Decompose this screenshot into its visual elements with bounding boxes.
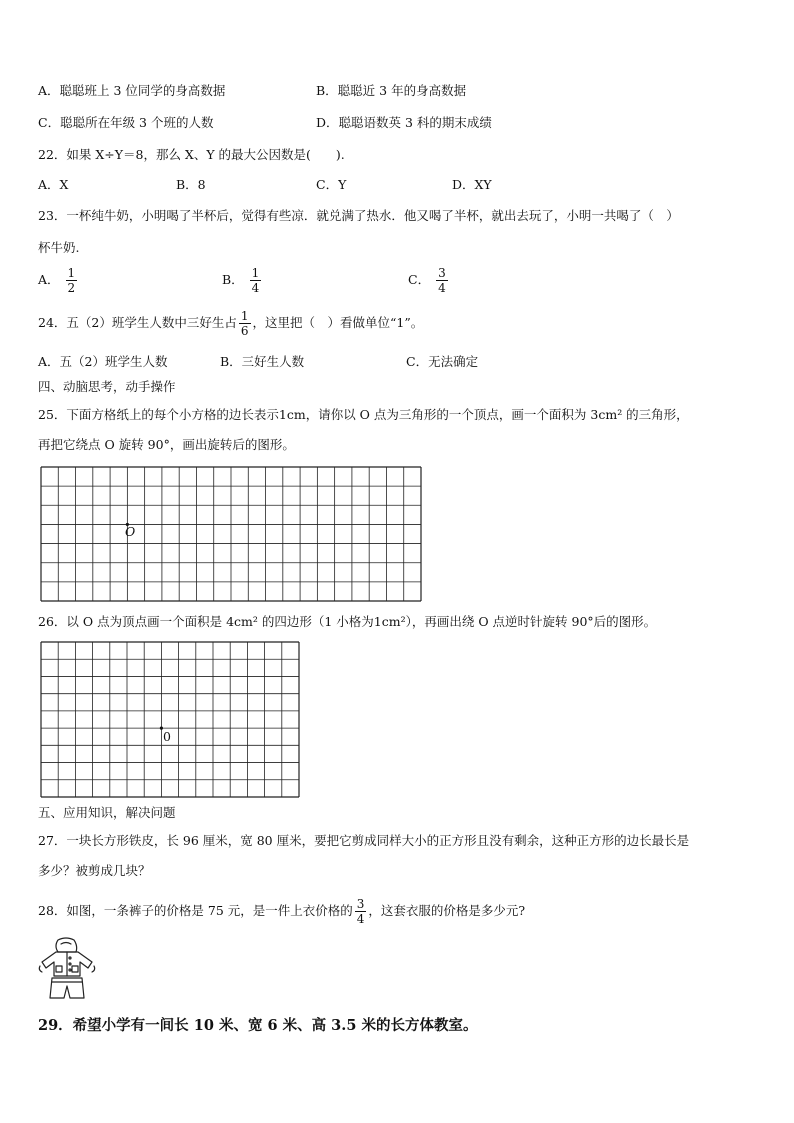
q21-option-b: B．聪聪近 3 年的身高数据 <box>316 83 467 98</box>
q21-option-d: D．聪聪语数英 3 科的期末成绩 <box>316 115 492 130</box>
q24-text-pre: 24．五（2）班学生人数中三好生占 <box>38 315 237 330</box>
q28-text-pre: 28．如图，一条裤子的价格是 75 元，是一件上衣价格的 <box>38 903 353 918</box>
q24-option-c: C．无法确定 <box>406 354 479 369</box>
q25-question: 25．下面方格纸上的每个小方格的边长表示1cm，请你以 O 点为三角形的一个顶点，画一个面积为 3cm² 的三角形， <box>38 407 689 422</box>
q26-grid-paper[interactable] <box>40 641 300 798</box>
q27-question-cont: 多少？被剪成几块？ <box>38 863 151 878</box>
q23-option-b <box>222 266 263 295</box>
fraction-denominator: 4 <box>251 281 260 295</box>
q23-question-cont: 杯牛奶. <box>38 240 80 255</box>
section-4-title: 四、动脑思考，动手操作 <box>38 379 176 394</box>
q28-fraction <box>355 897 367 926</box>
q24-text-post: ，这里把（ ）看做单位“1”。 <box>252 315 424 330</box>
fraction-numerator: 1 <box>240 309 249 323</box>
q25-grid-paper[interactable] <box>40 466 422 602</box>
fraction-numerator: 3 <box>356 897 365 911</box>
q22-question: 22．如果 X÷Y＝8，那么 X、Y 的最大公因数是( ). <box>38 147 345 162</box>
q22-option-c: C．Y <box>316 177 347 192</box>
q27-question: 27．一块长方形铁皮，长 96 厘米，宽 80 厘米，要把它剪成同样大小的正方形且没有剩余，这种正方形的边长最长是 <box>38 833 690 848</box>
fraction-numerator: 1 <box>251 266 260 280</box>
q24-fraction <box>239 309 251 338</box>
q24-option-a: A．五（2）班学生人数 <box>38 354 168 369</box>
q22-option-d: D．XY <box>452 177 492 192</box>
q23-option-a-prefix: A． <box>38 272 60 287</box>
q25-point-o-label: O <box>125 524 136 539</box>
fraction-denominator: 4 <box>438 281 446 295</box>
q22-option-b: B．8 <box>176 177 206 192</box>
q26-point-o-label: 0 <box>163 729 171 744</box>
q23-option-c-prefix: C． <box>408 272 431 287</box>
q21-option-c: C．聪聪所在年级 3 个班的人数 <box>38 115 214 130</box>
fraction-denominator: 4 <box>356 912 365 926</box>
q25-question-cont: 再把它绕点 O 旋转 90°，画出旋转后的图形。 <box>38 437 295 452</box>
q29-question: 29．希望小学有一间长 10 米、宽 6 米、高 3.5 米的长方体教室。 <box>38 1017 478 1034</box>
q22-option-a: A．X <box>38 177 69 192</box>
q23-option-b-prefix: B． <box>222 272 244 287</box>
q28-text-post: ，这套衣服的价格是多少元? <box>368 903 526 918</box>
fraction-numerator: 3 <box>438 266 446 280</box>
q28-question <box>38 897 525 926</box>
q23-option-c <box>408 266 450 295</box>
clothes-illustration <box>36 936 98 1002</box>
fraction-denominator: 2 <box>67 281 76 295</box>
q24-option-b: B．三好生人数 <box>220 354 305 369</box>
q24-question <box>38 309 423 338</box>
q23-option-c-fraction <box>436 266 448 295</box>
q23-option-a-fraction <box>66 266 78 295</box>
fraction-denominator: 6 <box>240 324 249 338</box>
q26-question: 26．以 O 点为顶点画一个面积是 4cm² 的四边形（1 小格为1cm²），再画出绕 O 点逆时针旋转 90°后的图形。 <box>38 614 657 629</box>
q23-option-b-fraction <box>250 266 262 295</box>
section-5-title: 五、应用知识，解决问题 <box>38 805 176 820</box>
q23-question: 23．一杯纯牛奶，小明喝了半杯后，觉得有些凉．就兑满了热水．他又喝了半杯，就出去玩了，小明一共喝了（ ） <box>38 208 679 223</box>
fraction-numerator: 1 <box>67 266 76 280</box>
q23-option-a <box>38 266 79 295</box>
q21-option-a: A．聪聪班上 3 位同学的身高数据 <box>38 83 226 98</box>
